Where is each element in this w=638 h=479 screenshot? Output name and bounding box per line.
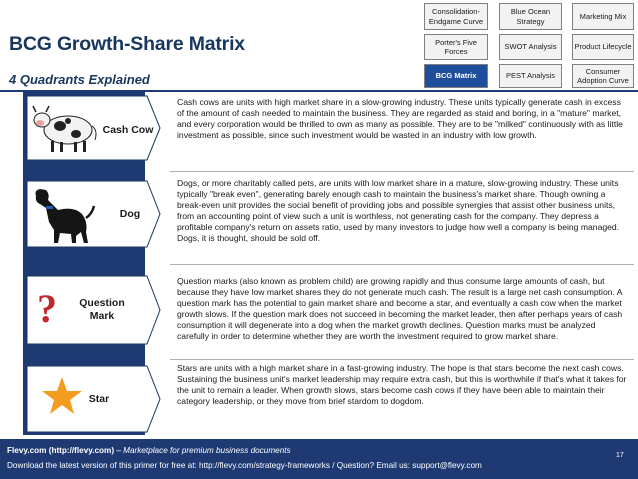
footer-tagline: – Marketplace for premium business documents [114,446,291,455]
divider [170,171,634,172]
nav-button-bcg-matrix[interactable]: BCG Matrix [424,64,488,88]
nav-button-consumer-adoption-curve[interactable]: Consumer Adoption Curve [572,64,634,88]
footer-bar [0,439,638,479]
footer-line-2[interactable]: Download the latest version of this primer for free at: http://flevy.com/strategy-frameworks / Question? Email us: support@flevy.com [7,461,482,470]
nav-button-porters-five-forces[interactable]: Porter's Five Forces [424,34,488,60]
quadrant-name-star: Star [88,393,110,405]
quadrant-name-question-mark: Question Mark [79,297,125,323]
footer-line-1 [7,446,291,455]
nav-button-consolidation-endgame[interactable]: Consolidation-Endgame Curve [424,3,488,30]
page-number: 17 [616,452,624,459]
footer-brand-link[interactable]: Flevy.com (http://flevy.com) [7,446,115,455]
quadrant-description-cash-cow: Cash cows are units with high market share in a slow-growing industry. These units typically generate cash in excess of the amount of cash needed to maintain the business. They are regarded as staid and boring, in a "mature" market, and every corporation would be thrilled to own as many as possible. They are to be "milked" continuously with as little investment as possible, since such investment would be wasted in an industry with low growth. [177,97,623,140]
quadrant-name-cash-cow: Cash Cow [102,124,154,136]
divider [170,264,634,265]
page-subtitle: 4 Quadrants Explained [9,72,150,87]
nav-button-marketing-mix[interactable]: Marketing Mix [572,3,634,30]
divider [170,359,634,360]
nav-button-swot-analysis[interactable]: SWOT Analysis [499,34,562,60]
question-mark-icon [37,286,57,331]
svg-text:?: ? [37,286,57,331]
quadrant-description-dog: Dogs, or more charitably called pets, are units with low market share in a mature, slow-growing industry. These units typically "break even", generating barely enough cash to maintain the business's market share. Though owning a break-even unit provides the social benefit of providing jobs and possible synergies that assist other business units, from an accounting point of view such a unit is worthless, not generating cash for the company. They depress a profitable company's return on assets ratio, used by many investors to judge how well a company is being managed. Dogs, it is thought, should be sold off. [177,178,620,243]
quadrant-name-dog: Dog [119,208,141,220]
nav-button-blue-ocean[interactable]: Blue Ocean Strategy [499,3,562,30]
nav-button-pest-analysis[interactable]: PEST Analysis [499,64,562,88]
nav-button-product-lifecycle[interactable]: Product Lifecycle [572,34,634,60]
quadrant-description-star: Stars are units with a high market share in a fast-growing industry. The hope is that stars become the next cash cows. Sustaining the business unit's market leadership may require extra cash, but this is worthwhile if that's what it takes for the unit to remain a leader. When growth slows, stars become cash cows if they have been able to maintain their category leadership, or they move from brief stardom to dogdom. [177,363,627,406]
quadrant-description-question-mark: Question marks (also known as problem child) are growing rapidly and thus consume large amounts of cash, but because they have low market shares they do not generate much cash. The result is a large net cash consumption. A question mark has the potential to gain market share and become a star, and eventually a cash cow when the market growth slows. If the question mark does not succeed in becoming the market leader, then after perhaps years of cash consumption it will degenerate into a dog when the market growth declines. Question marks must be analyzed carefully in order to determine whether they are worth the investment required to grow market share. [177,276,623,341]
page-title: BCG Growth-Share Matrix [9,33,245,55]
